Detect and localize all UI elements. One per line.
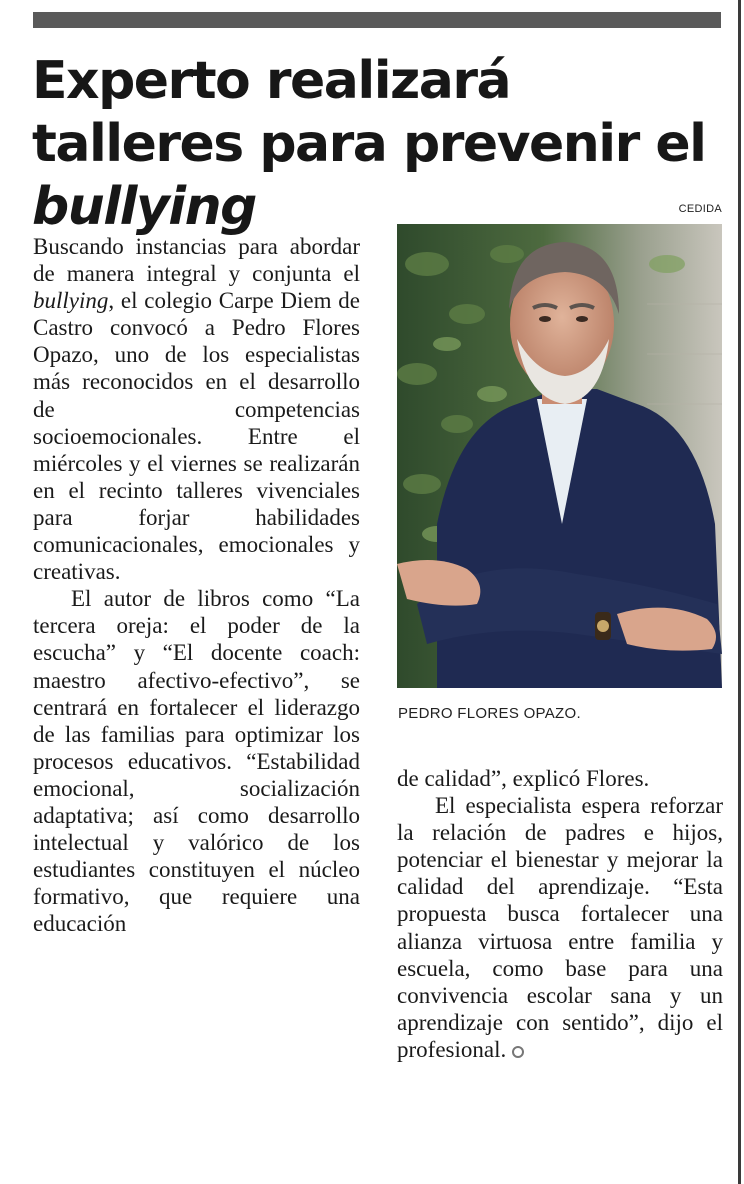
paragraph-3-text: El especialista espera reforzar la relación de padres e hijos, potenciar el bienestar y mejorar la calidad del aprendizaje. “Esta propuesta busca fortalecer una alianza virtuosa entre familia y escuela, como base para una convivencia escolar sana y un aprendizaje con sentido”, dijo el profesional. — [397, 793, 723, 1062]
portrait-image — [397, 224, 722, 688]
paragraph-1-text-a: Buscando instancias para abordar de manera integral y conjunta el — [33, 234, 360, 287]
headline-main: Experto realizará talleres para prevenir el — [32, 51, 706, 174]
paragraph-1-text-b: , el colegio Carpe Diem de Castro convocó a Pedro Flores Opazo, uno de los especialistas más reconocidos en el desarrollo de competencias socioemocionales. Entre el miércoles y el viernes se realizarán en el recinto talleres vivenciales para forjar habilidades comunicacionales, emocionales y creativas. — [33, 288, 360, 585]
paragraph-2-continued: de calidad”, explicó Flores. — [397, 766, 650, 791]
article-column-1 — [33, 233, 360, 937]
photo-caption: PEDRO FLORES OPAZO. — [398, 705, 581, 722]
column-rule — [738, 0, 741, 1184]
top-section-bar — [33, 12, 721, 28]
portrait-photo — [397, 224, 722, 688]
paragraph-3 — [397, 792, 723, 1063]
paragraph-1 — [33, 233, 360, 585]
headline — [32, 50, 732, 239]
end-of-article-icon — [512, 1046, 524, 1058]
photo-credit: CEDIDA — [678, 203, 722, 215]
headline-italic: bullying — [32, 177, 256, 237]
paragraph-1-italic: bullying — [33, 288, 109, 314]
article-column-2 — [397, 765, 723, 1063]
paragraph-2: El autor de libros como “La tercera oreja: el poder de la escucha” y “El docente coach: maestro afectivo-efectivo”, se centrará en fortalecer el liderazgo de las familias para optimizar los procesos educativos. “Estabilidad emocional, socialización adaptativa; así como desarrollo intelectual y valórico de los estudiantes constituyen el núcleo formativo, que requiere una educación — [33, 586, 360, 937]
